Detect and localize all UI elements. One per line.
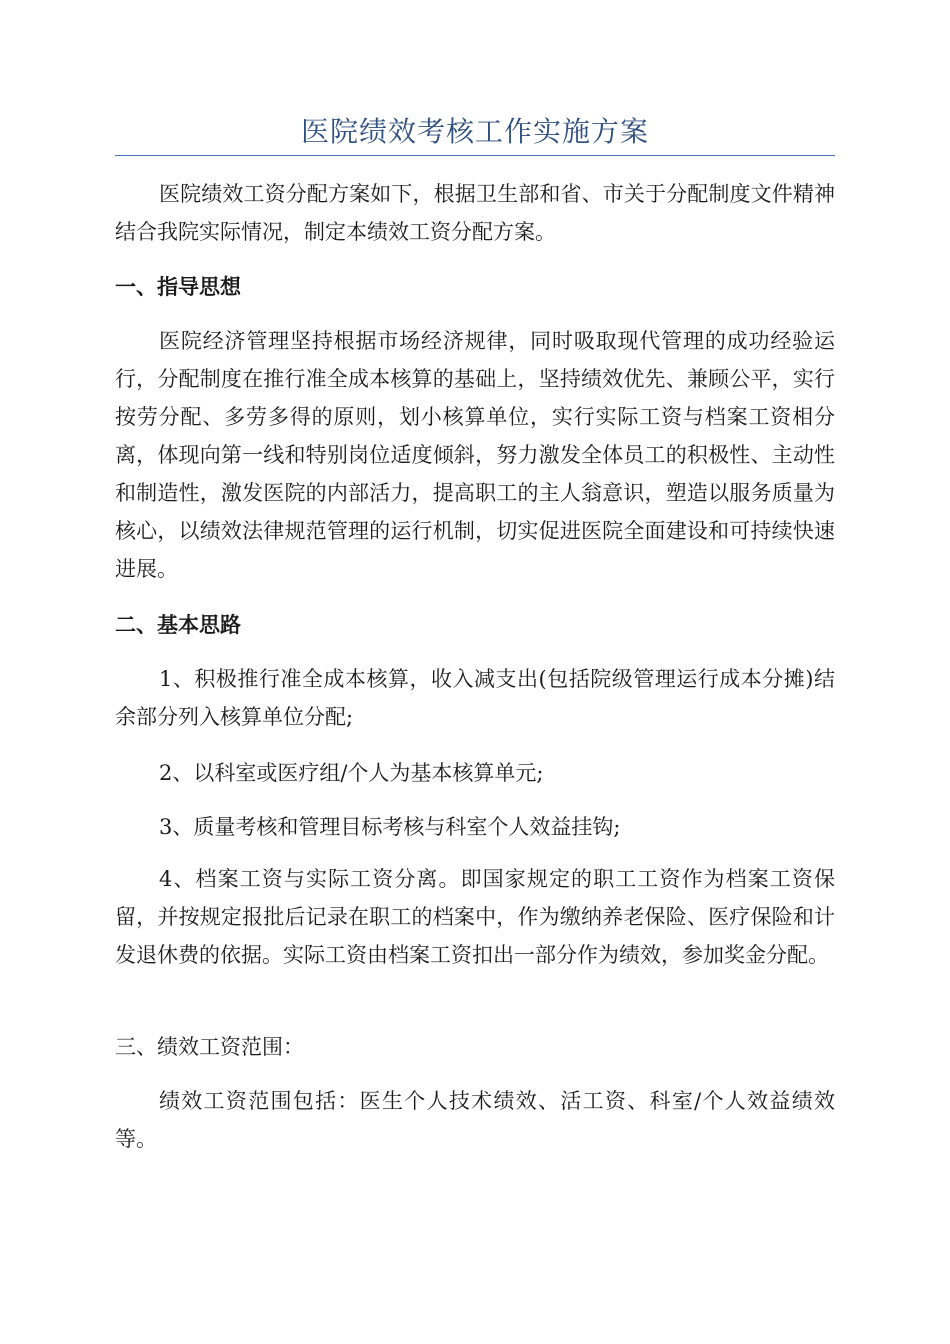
intro-paragraph: 医院绩效工资分配方案如下，根据卫生部和省、市关于分配制度文件精神结合我院实际情况，制定本绩效工资分配方案。 xyxy=(115,182,835,244)
section-2-item-1: 1、积极推行准全成本核算，收入减支出(包括院级管理运行成本分摊)结余部分列入核算单位分配; xyxy=(115,667,835,729)
section-2-item-3: 3、质量考核和管理目标考核与科室个人效益挂钩; xyxy=(159,815,621,839)
section-3-heading: 三、绩效工资范围： xyxy=(115,1035,304,1059)
document-title: 医院绩效考核工作实施方案 xyxy=(300,115,649,148)
section-1-paragraph: 医院经济管理坚持根据市场经济规律，同时吸取现代管理的成功经验运行，分配制度在推行准全成本核算的基础上，坚持绩效优先、兼顾公平，实行按劳分配、多劳多得的原则，划小核算单位，实行实际工资与档案工资相分离，体现向第一线和特别岗位适度倾斜，努力激发全体员工的积极性、主动性和制造性，激发医院的内部活力，提高职工的主人翁意识，塑造以服务质量为核心，以绩效法律规范管理的运行机制，切实促进医院全面建设和可持续快速进展。 xyxy=(115,329,835,581)
section-2-item-4: 4、档案工资与实际工资分离。即国家规定的职工工资作为档案工资保留，并按规定报批后记录在职工的档案中，作为缴纳养老保险、医疗保险和计发退休费的依据。实际工资由档案工资扣出一部分作为绩效，参加奖金分配。 xyxy=(115,867,835,967)
section-1-heading: 一、指导思想 xyxy=(115,275,241,299)
section-2-heading: 二、基本思路 xyxy=(115,613,241,637)
section-2-item-2: 2、以科室或医疗组/个人为基本核算单元; xyxy=(159,761,544,785)
section-3-paragraph: 绩效工资范围包括：医生个人技术绩效、活工资、科室/个人效益绩效等。 xyxy=(115,1089,835,1151)
title-underline xyxy=(115,155,835,156)
